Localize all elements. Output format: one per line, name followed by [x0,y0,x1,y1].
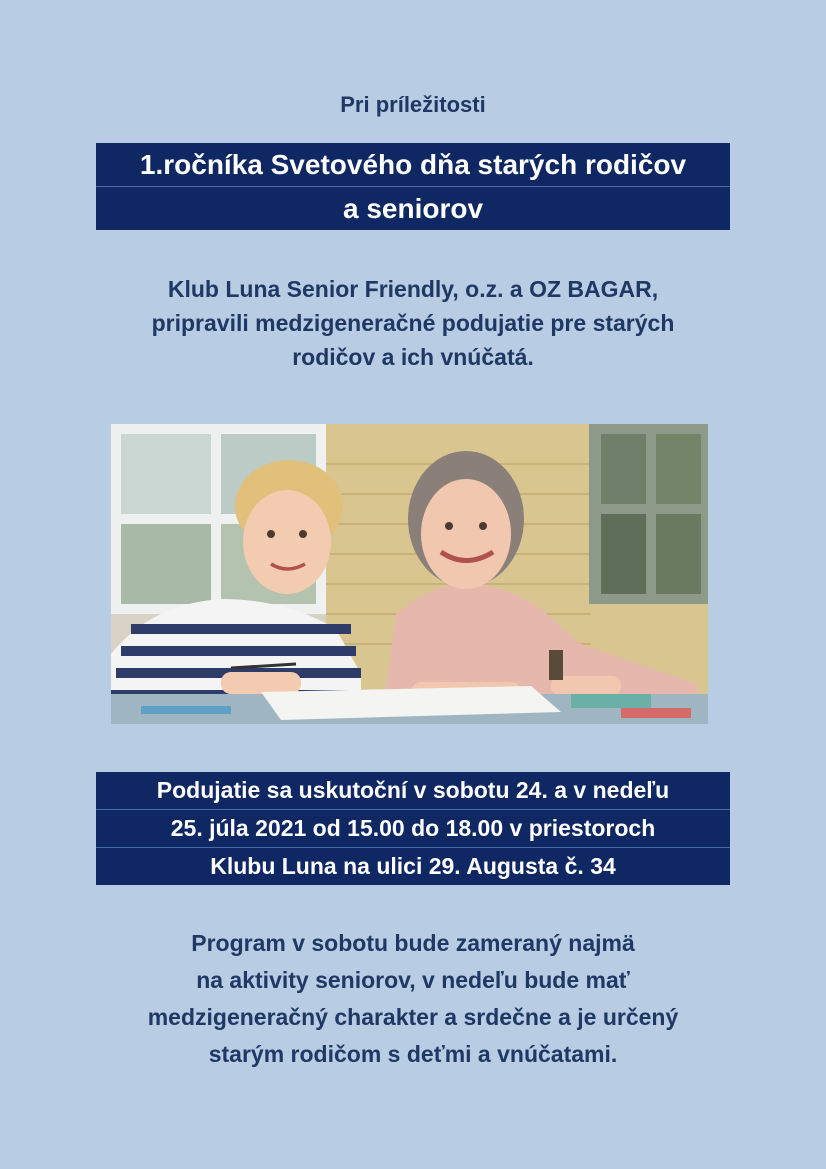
organizers-line-1: Klub Luna Senior Friendly, o.z. a OZ BAGAR, [167,276,659,302]
organizers-line-2: pripravili medzigeneračné podujatie pre starých [151,310,675,336]
event-line-2: 25. júla 2021 od 15.00 do 18.00 v priestoroch [96,810,730,848]
organizers-line-3: rodičov a ich vnúčatá. [292,344,534,370]
program-line-3: medzigeneračný charakter a srdečne a je určený [147,1004,679,1030]
title-band [96,143,730,230]
photo-illustration-icon [111,424,708,724]
event-line-3: Klubu Luna na ulici 29. Augusta č. 34 [210,853,616,879]
program-text [60,925,766,1073]
title-line-2: a seniorov [342,193,484,224]
program-line-1: Program v sobotu bude zameraný najmä [191,930,635,956]
program-line-4: starým rodičom s deťmi a vnúčatami. [208,1041,618,1067]
title-line-1: 1.ročníka Svetového dňa starých rodičov [96,143,730,187]
event-line-1: Podujatie sa uskutoční v sobotu 24. a v nedeľu [96,772,730,810]
grandmother-grandson-photo [111,424,708,724]
intro-text: Pri príležitosti [340,92,486,117]
program-line-2: na aktivity seniorov, v nedeľu bude mať [196,967,630,993]
event-band [96,772,730,885]
organizers-text [60,272,766,374]
